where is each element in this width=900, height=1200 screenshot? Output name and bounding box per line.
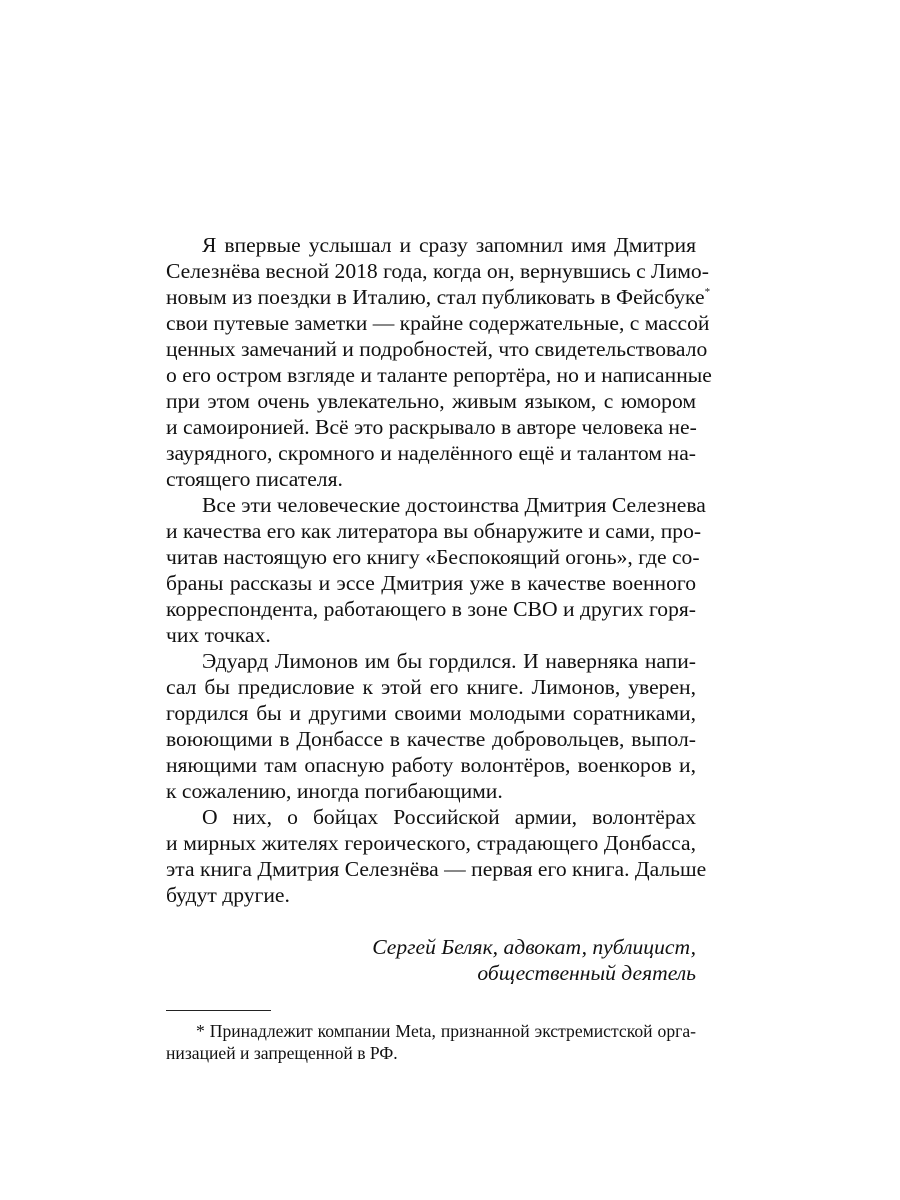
text-line: и мирных жителях героического, страдающего Донбасса, [166, 831, 696, 855]
text-line: сал бы предисловие к этой его книге. Лимонов, уверен, [166, 675, 696, 699]
text-line: и самоиронией. Всё это раскрывало в авторе человека не- [166, 415, 697, 439]
text-line: воюющими в Донбассе в качестве добровольцев, выпол- [166, 727, 696, 751]
signature-line-2: общественный деятель [477, 961, 696, 985]
text-line: браны рассказы и эссе Дмитрия уже в качестве военного [166, 571, 696, 595]
text-line: О них, о бойцах Российской армии, волонтёрах [202, 805, 696, 829]
text-line: Все эти человеческие достоинства Дмитрия Селезнева [202, 493, 706, 517]
text-line: няющими там опасную работу волонтёров, военкоров и, [166, 753, 696, 777]
footnote-marker: * [704, 286, 711, 298]
text-line: к сожалению, иногда погибающими. [166, 779, 503, 803]
text-line: Селезнёва весной 2018 года, когда он, вернувшись с Лимо- [166, 259, 709, 283]
text-line: при этом очень увлекательно, живым языком, с юмором [166, 389, 696, 413]
footnote-divider [166, 1010, 271, 1011]
text-line: гордился бы и другими своими молодыми соратниками, [166, 701, 696, 725]
text-line: эта книга Дмитрия Селезнёва — первая его книга. Дальше [166, 857, 707, 881]
footnote-line: * Принадлежит компании Meta, признанной экстремистской орга- [196, 1021, 696, 1041]
footnote-line: низацией и запрещенной в РФ. [166, 1043, 398, 1063]
text-line: читав настоящую его книгу «Беспокоящий огонь», где со- [166, 545, 700, 569]
text-line: и качества его как литератора вы обнаружите и сами, про- [166, 519, 702, 543]
text-line: корреспондента, работающего в зоне СВО и других горя- [166, 597, 696, 621]
text-line: Эдуард Лимонов им бы гордился. И наверняка напи- [202, 649, 696, 673]
signature-line-1: Сергей Беляк, адвокат, публицист, [372, 935, 696, 959]
text-line: будут другие. [166, 883, 290, 907]
text-line [166, 284, 711, 310]
text-line: стоящего писателя. [166, 467, 343, 491]
text-line: заурядного, скромного и наделённого ещё и талантом на- [166, 441, 696, 465]
text-line: ценных замечаний и подробностей, что свидетельствовало [166, 337, 708, 361]
text-line: Я впервые услышал и сразу запомнил имя Дмитрия [202, 233, 696, 257]
text-line: чих точках. [166, 623, 271, 647]
text-line: о его остром взгляде и таланте репортёра, но и написанные [166, 363, 712, 387]
text-line-content: новым из поездки в Италию, стал публиковать в Фейсбуке [166, 285, 705, 309]
text-line: свои путевые заметки — крайне содержательные, с массой [166, 311, 710, 335]
